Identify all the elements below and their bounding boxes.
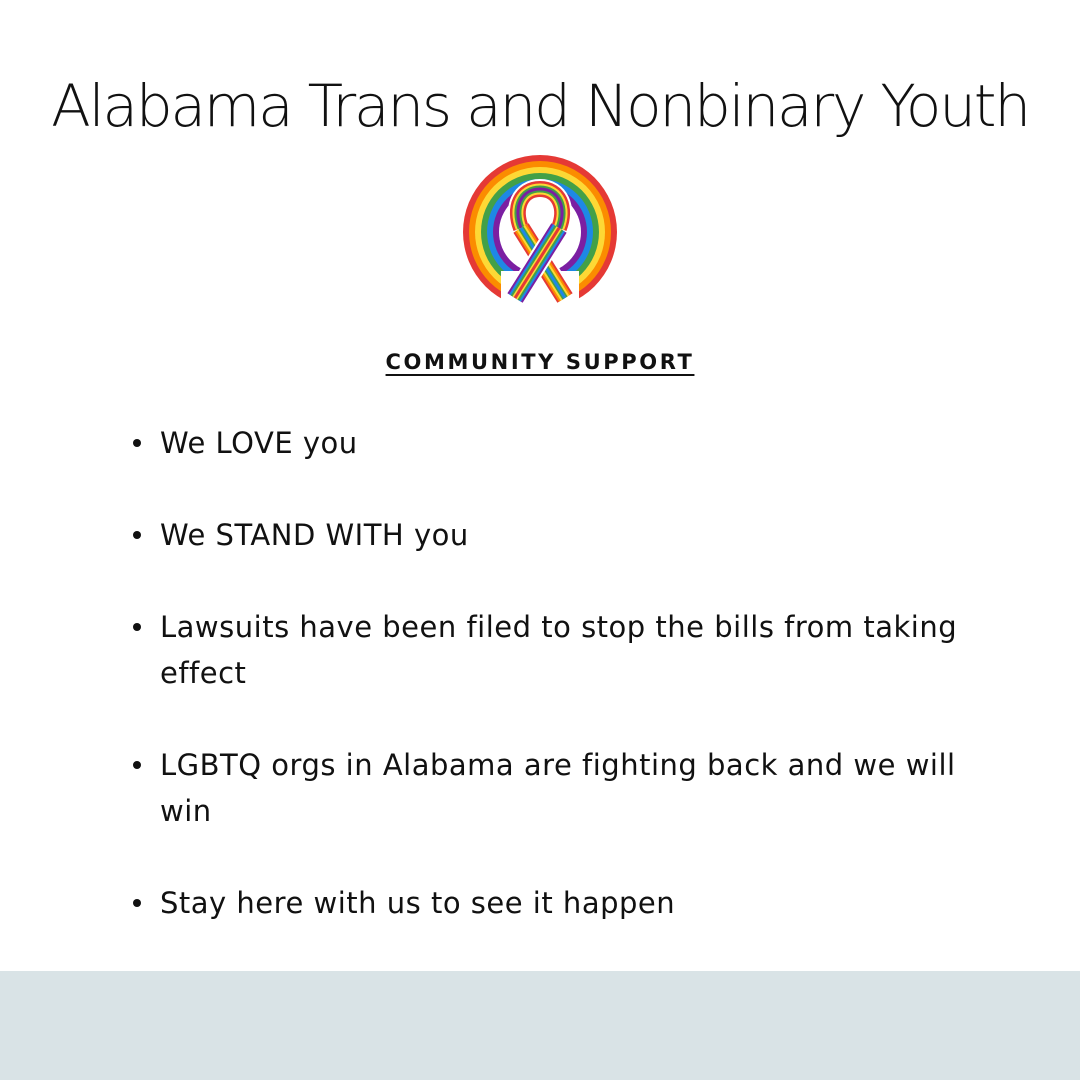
- bullet-icon: [133, 899, 141, 907]
- list-item: [160, 742, 960, 834]
- list-item: [160, 880, 960, 926]
- footer-band: [0, 971, 1080, 1080]
- bullet-icon: [133, 623, 141, 631]
- section-heading: COMMUNITY SUPPORT: [385, 350, 695, 374]
- bullet-icon: [133, 761, 141, 769]
- list-item: [160, 604, 960, 696]
- bullet-icon: [133, 439, 141, 447]
- bullet-icon: [133, 531, 141, 539]
- list-item-text: Lawsuits have been filed to stop the bills from taking effect: [160, 610, 958, 690]
- list-item: [160, 512, 960, 558]
- list-item-text: LGBTQ orgs in Alabama are fighting back and we will win: [160, 748, 956, 828]
- list-item: [160, 420, 960, 466]
- page-title: Alabama Trans and Nonbinary Youth: [51, 72, 1029, 140]
- list-item-text: Stay here with us to see it happen: [160, 886, 676, 920]
- list-item-text: We LOVE you: [160, 426, 358, 460]
- list-item-text: We STAND WITH you: [160, 518, 469, 552]
- rainbow-ribbon-logo-icon: [461, 153, 619, 311]
